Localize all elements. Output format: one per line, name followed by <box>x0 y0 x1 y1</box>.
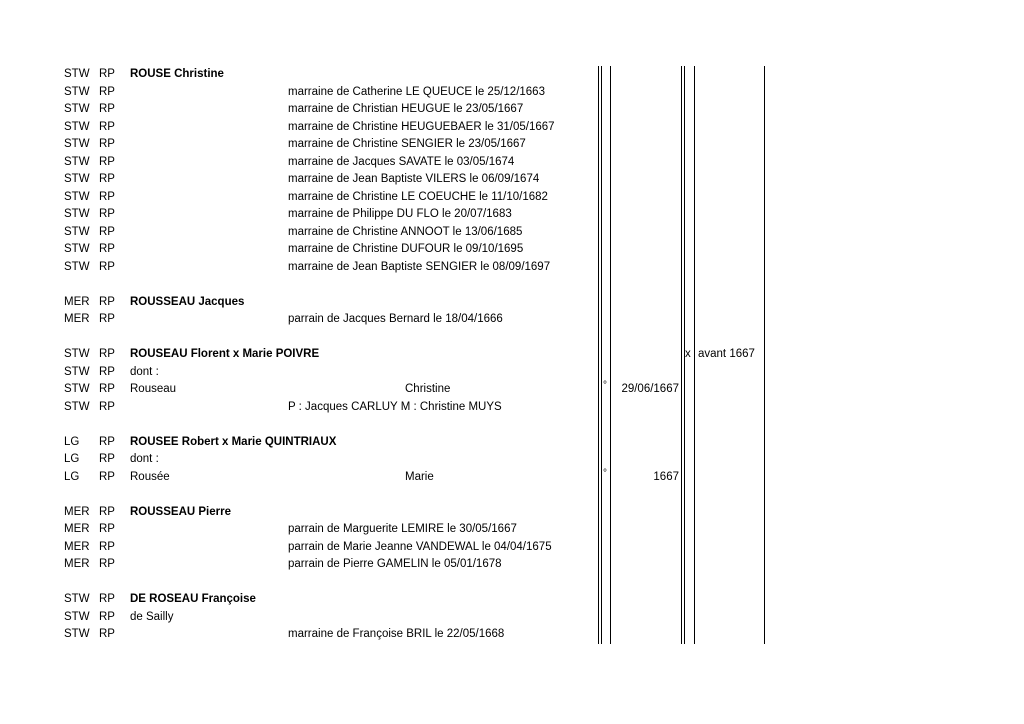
spacer-row <box>0 574 1024 591</box>
person-name: Rousée <box>130 470 170 483</box>
parish-code: MER <box>64 295 90 308</box>
register-code: RP <box>99 173 115 185</box>
parish-code: STW <box>64 85 90 98</box>
register-code: RP <box>99 453 115 465</box>
register-entry <box>0 84 1024 101</box>
person-name: dont : <box>130 453 159 465</box>
spacer-row <box>0 329 1024 346</box>
parish-code: STW <box>64 628 90 640</box>
parish-code: MER <box>64 558 90 570</box>
register-entry <box>0 539 1024 556</box>
register-entry <box>0 399 1024 416</box>
register-code: RP <box>99 85 115 98</box>
register-code: RP <box>99 103 115 115</box>
person-name: de Sailly <box>130 610 174 623</box>
parish-code: STW <box>64 68 90 80</box>
first-name: Marie <box>405 470 434 483</box>
register-entry <box>0 381 1024 398</box>
register-code: RP <box>99 313 115 325</box>
register-code: RP <box>99 208 115 220</box>
register-entry <box>0 451 1024 468</box>
register-code: RP <box>99 225 115 238</box>
parish-code: STW <box>64 383 90 395</box>
register-code: RP <box>99 260 115 273</box>
person-name: ROUSSEAU Jacques <box>130 295 245 308</box>
register-code: RP <box>99 365 115 378</box>
register-code: RP <box>99 400 115 413</box>
register-entry <box>0 206 1024 223</box>
register-entry <box>0 154 1024 171</box>
register-code: RP <box>99 383 115 395</box>
parish-code: STW <box>64 365 90 378</box>
register-entry <box>0 311 1024 328</box>
marriage-date: avant 1667 <box>698 348 755 360</box>
parish-code: MER <box>64 540 90 553</box>
entry-text: marraine de Christine DUFOUR le 09/10/1695 <box>288 243 524 255</box>
register-entry <box>0 521 1024 538</box>
register-code: RP <box>99 295 115 308</box>
person-name: dont : <box>130 365 159 378</box>
parish-code: LG <box>64 470 80 483</box>
register-code: RP <box>99 505 115 518</box>
register-code: RP <box>99 155 115 168</box>
register-code: RP <box>99 523 115 535</box>
parish-code: MER <box>64 523 90 535</box>
register-code: RP <box>99 628 115 640</box>
register-entry <box>0 66 1024 83</box>
parish-code: STW <box>64 138 90 150</box>
baptism-date: 29/06/1667 <box>621 383 679 395</box>
register-code: RP <box>99 470 115 483</box>
register-entry <box>0 591 1024 608</box>
register-code: RP <box>99 68 115 80</box>
register-entry <box>0 364 1024 381</box>
entry-text: parrain de Marguerite LEMIRE le 30/05/1667 <box>288 523 517 535</box>
register-code: RP <box>99 593 115 605</box>
register-entry <box>0 101 1024 118</box>
parish-code: STW <box>64 120 90 133</box>
register-entry <box>0 136 1024 153</box>
entry-text: marraine de Catherine LE QUEUCE le 25/12/1663 <box>288 85 545 98</box>
register-entry <box>0 469 1024 486</box>
register-entry <box>0 224 1024 241</box>
parish-code: STW <box>64 155 90 168</box>
entry-text: marraine de Jean Baptiste VILERS le 06/09/1674 <box>288 173 540 185</box>
baptism-mark: ° <box>603 467 607 479</box>
entry-text: marraine de Philippe DU FLO le 20/07/1683 <box>288 208 512 220</box>
register-entry <box>0 294 1024 311</box>
parish-code: STW <box>64 260 90 273</box>
person-name: ROUSE Christine <box>130 68 224 80</box>
register-entry <box>0 609 1024 626</box>
entry-text: marraine de Christine ANNOOT le 13/06/1685 <box>288 225 523 238</box>
register-entry <box>0 626 1024 643</box>
baptism-mark: ° <box>603 380 607 391</box>
person-name: ROUSEE Robert x Marie QUINTRIAUX <box>130 435 337 448</box>
parish-code: LG <box>64 453 80 465</box>
entry-text: marraine de Christine SENGIER le 23/05/1667 <box>288 138 526 150</box>
parish-code: STW <box>64 243 90 255</box>
parish-code: STW <box>64 190 90 203</box>
parish-code: STW <box>64 348 90 360</box>
register-code: RP <box>99 558 115 570</box>
register-code: RP <box>99 138 115 150</box>
register-code: RP <box>99 540 115 553</box>
entry-text: parrain de Pierre GAMELIN le 05/01/1678 <box>288 558 502 570</box>
first-name: Christine <box>405 383 451 395</box>
register-code: RP <box>99 120 115 133</box>
spacer-row <box>0 276 1024 293</box>
parish-code: STW <box>64 208 90 220</box>
spacer-row <box>0 416 1024 433</box>
register-entry <box>0 171 1024 188</box>
register-code: RP <box>99 243 115 255</box>
register-entry <box>0 189 1024 206</box>
entry-text: marraine de Christian HEUGUE le 23/05/1667 <box>288 103 524 115</box>
register-entry <box>0 241 1024 258</box>
entry-text: marraine de Christine LE COEUCHE le 11/10/1682 <box>288 190 548 203</box>
parish-code: STW <box>64 103 90 115</box>
person-name: Rouseau <box>130 383 177 395</box>
entry-text: marraine de Jean Baptiste SENGIER le 08/09/1697 <box>288 260 551 273</box>
register-entry <box>0 556 1024 573</box>
parish-code: STW <box>64 400 90 413</box>
parish-code: STW <box>64 610 90 623</box>
entry-text: marraine de Françoise BRIL le 22/05/1668 <box>288 628 505 640</box>
register-entry <box>0 434 1024 451</box>
entry-text: P : Jacques CARLUY M : Christine MUYS <box>288 400 502 413</box>
parish-code: STW <box>64 225 90 238</box>
parish-code: STW <box>64 173 90 185</box>
register-code: RP <box>99 610 115 623</box>
register-entry <box>0 346 1024 363</box>
parish-code: STW <box>64 593 90 605</box>
parish-code: LG <box>64 435 80 448</box>
register-code: RP <box>99 348 115 360</box>
register-entry <box>0 259 1024 276</box>
person-name: ROUSSEAU Pierre <box>130 505 231 518</box>
spacer-row <box>0 486 1024 503</box>
register-entry <box>0 119 1024 136</box>
entry-text: marraine de Christine HEUGUEBAER le 31/05/1667 <box>288 120 555 133</box>
register-code: RP <box>99 190 115 203</box>
register-code: RP <box>99 435 115 448</box>
entry-text: parrain de Marie Jeanne VANDEWAL le 04/04/1675 <box>288 540 552 553</box>
parish-code: MER <box>64 505 90 518</box>
entry-text: marraine de Jacques SAVATE le 03/05/1674 <box>288 155 515 168</box>
person-name: ROUSEAU Florent x Marie POIVRE <box>130 348 320 360</box>
person-name: DE ROSEAU Françoise <box>130 593 256 605</box>
entry-text: parrain de Jacques Bernard le 18/04/1666 <box>288 313 503 325</box>
baptism-date: 1667 <box>653 470 679 483</box>
register-entry <box>0 504 1024 521</box>
parish-code: MER <box>64 313 90 325</box>
marriage-mark: x <box>685 348 691 360</box>
